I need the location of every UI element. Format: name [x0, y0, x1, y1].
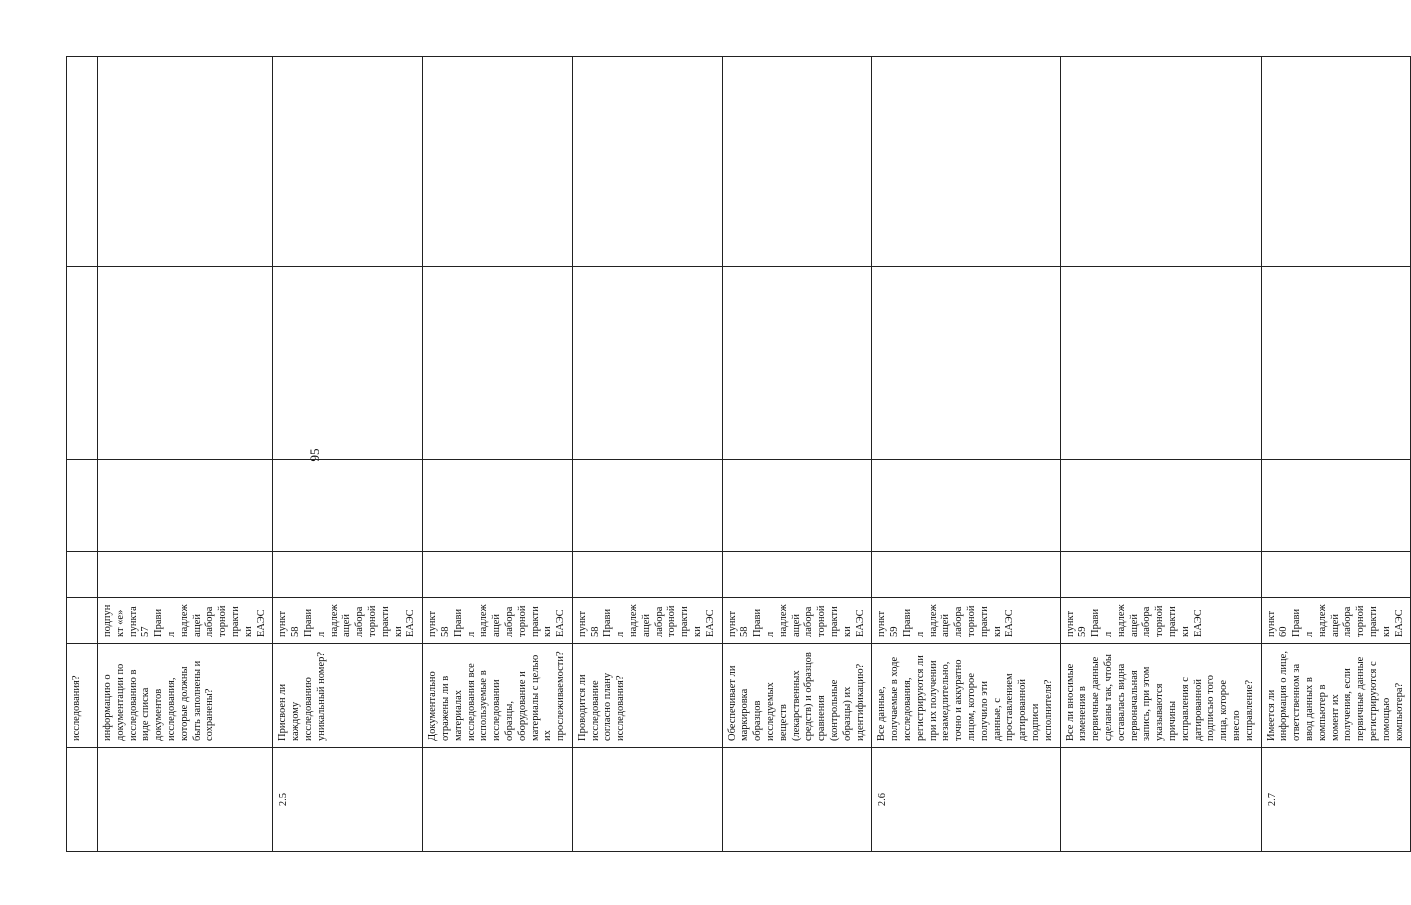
question-cell: Проводится ли исследование согласно плану исследования? — [572, 644, 722, 748]
empty-cell — [423, 552, 573, 598]
empty-cell — [273, 552, 423, 598]
empty-cell — [423, 57, 573, 267]
question-cell: Все ли вносимые изменения в первичные данные сделаны так, чтобы оставалась видна первоначальная запись, при этом указываются причины исправления с датированной подписью того лица, которое внесло исправление? — [1060, 644, 1261, 748]
empty-cell — [572, 552, 722, 598]
reference-cell: пункт 59 Правил надлежащей лабораторной практики ЕАЭС — [872, 598, 1060, 644]
empty-cell — [273, 460, 423, 552]
empty-cell — [98, 460, 273, 552]
item-number-cell: 2.7 — [1261, 748, 1411, 852]
empty-cell — [722, 267, 872, 460]
empty-cell — [423, 267, 573, 460]
question-cell: информацию о документации по исследованию в виде списка документов исследования, которые должны быть заполнены и сохранены? — [98, 644, 273, 748]
empty-cell — [67, 267, 98, 460]
page-number: 95 — [307, 448, 322, 462]
empty-cell — [1060, 57, 1261, 267]
item-number-cell — [1060, 748, 1261, 852]
empty-cell — [722, 57, 872, 267]
table-row — [572, 57, 722, 852]
empty-cell — [67, 460, 98, 552]
empty-cell — [1060, 552, 1261, 598]
empty-cell — [722, 460, 872, 552]
empty-cell — [98, 57, 273, 267]
empty-cell — [1060, 267, 1261, 460]
reference-cell: пункт 60 Правил надлежащей лабораторной практики ЕАЭС — [1261, 598, 1411, 644]
table-row — [1261, 57, 1411, 852]
question-cell: Все данные, получаемые в ходе исследования, регистрируются ли при их получении незамедлительно, точно и аккуратно лицом, которое получило эти данные, с проставлением датированной подписи исполнителя? — [872, 644, 1060, 748]
reference-cell: пункт 58 Правил надлежащей лабораторной практики ЕАЭС — [722, 598, 872, 644]
empty-cell — [1060, 460, 1261, 552]
question-cell: исследования? — [67, 644, 98, 748]
table-row — [273, 57, 423, 852]
empty-cell — [1261, 552, 1411, 598]
table-body — [67, 57, 1411, 852]
empty-cell — [67, 552, 98, 598]
checklist-table — [66, 56, 1411, 852]
table-row — [872, 57, 1060, 852]
table-row — [423, 57, 573, 852]
table-row — [1060, 57, 1261, 852]
question-cell: Присвоен ли каждому исследованию уникальный номер? — [273, 644, 423, 748]
empty-cell — [98, 267, 273, 460]
question-cell: Обеспечивает ли маркировка образцов исследуемых веществ (лекарственных средств) и образцов сравнения (контрольные образцы) их идентификацию? — [722, 644, 872, 748]
item-number-cell: 2.5 — [273, 748, 423, 852]
empty-cell — [872, 460, 1060, 552]
checklist-table-rotated — [66, 57, 1405, 852]
item-number-cell — [722, 748, 872, 852]
empty-cell — [1261, 57, 1411, 267]
reference-cell: пункт 59 Правил надлежащей лабораторной практики ЕАЭС — [1060, 598, 1261, 644]
item-number-cell — [423, 748, 573, 852]
item-number-cell — [572, 748, 722, 852]
reference-cell: пункт 58 Правил надлежащей лабораторной практики ЕАЭС — [273, 598, 423, 644]
empty-cell — [67, 57, 98, 267]
reference-cell: подпункт «е» пункта 57 Правил надлежащей лабораторной практики ЕАЭС — [98, 598, 273, 644]
empty-cell — [872, 267, 1060, 460]
empty-cell — [872, 57, 1060, 267]
empty-cell — [1261, 267, 1411, 460]
empty-cell — [722, 552, 872, 598]
reference-cell — [67, 598, 98, 644]
question-cell: Имеется ли информация о лице, ответственном за ввод данных в компьютер в момент их получения, если первичные данные регистрируются с помощью компьютера? — [1261, 644, 1411, 748]
empty-cell — [572, 57, 722, 267]
empty-cell — [1261, 460, 1411, 552]
reference-cell: пункт 58 Правил надлежащей лабораторной практики ЕАЭС — [423, 598, 573, 644]
table-row — [722, 57, 872, 852]
table-row — [98, 57, 273, 852]
empty-cell — [872, 552, 1060, 598]
reference-cell: пункт 58 Правил надлежащей лабораторной практики ЕАЭС — [572, 598, 722, 644]
question-cell: Документально отражены ли в материалах исследования все используемые в исследовании образцы, оборудование и материалы с целью их прослеживаемости? — [423, 644, 573, 748]
empty-cell — [423, 460, 573, 552]
item-number-cell — [67, 748, 98, 852]
empty-cell — [572, 460, 722, 552]
empty-cell — [572, 267, 722, 460]
empty-cell — [273, 267, 423, 460]
empty-cell — [273, 57, 423, 267]
table-row — [67, 57, 98, 852]
empty-cell — [98, 552, 273, 598]
item-number-cell: 2.6 — [872, 748, 1060, 852]
item-number-cell — [98, 748, 273, 852]
